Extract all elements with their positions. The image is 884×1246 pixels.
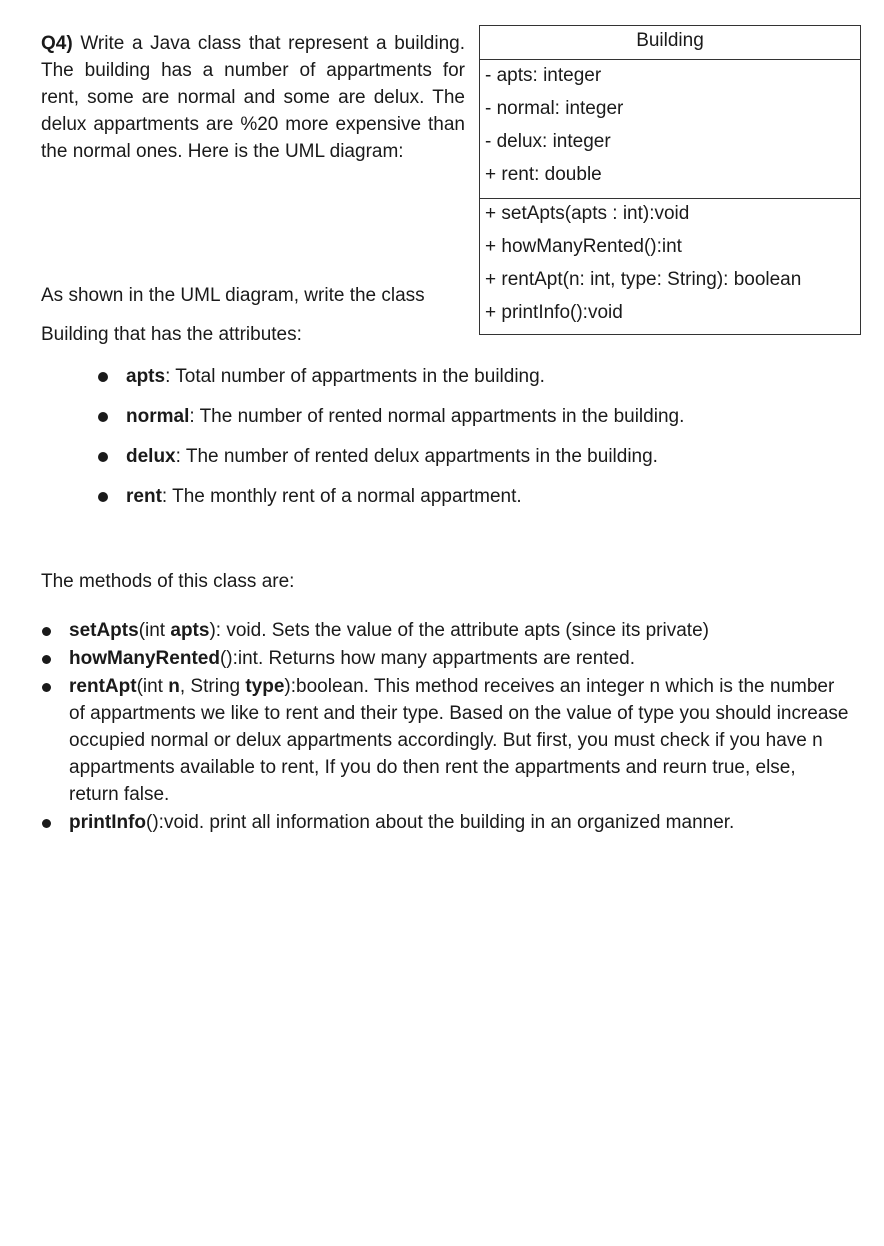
bullet-icon (42, 627, 51, 636)
uml-attribute: - apts: integer (485, 65, 602, 86)
uml-method: + printInfo():void (485, 302, 623, 323)
attribute-name: normal (126, 406, 190, 427)
list-item: setApts(int apts): void. Sets the value of the attribute apts (since its private) (69, 617, 849, 644)
uml-attribute: + rent: double (485, 164, 602, 185)
attribute-name: apts (126, 366, 166, 387)
question-label: Q4) (41, 33, 73, 54)
bullet-icon (98, 492, 108, 502)
uml-attribute: - delux: integer (485, 131, 611, 152)
bullet-icon (98, 372, 108, 382)
list-item (126, 357, 846, 397)
uml-method: + rentApt(n: int, type: String): boolean (485, 269, 802, 290)
bullet-icon (42, 655, 51, 664)
method-name: setApts (69, 620, 139, 641)
method-name: printInfo (69, 812, 147, 833)
bullet-icon (42, 683, 51, 692)
method-list (69, 617, 849, 837)
list-item (126, 437, 846, 477)
attribute-desc: : The number of rented delux appartments in the building. (175, 446, 658, 467)
question-text: Write a Java class that represent a building. The building has a number of appartments for rent, some are normal and some are delux. The delux appartments are %20 more expensive than the normal ones. Here is the UML diagram: (41, 33, 466, 162)
attribute-desc: : Total number of appartments in the building. (165, 366, 545, 387)
attributes-intro-line: Building that has the attributes: (41, 324, 302, 345)
uml-class-diagram (479, 25, 861, 335)
attribute-desc: : The monthly rent of a normal appartment. (161, 486, 522, 507)
list-item: howManyRented():int. Returns how many appartments are rented. (69, 645, 849, 672)
method-name: rentApt (69, 676, 137, 697)
uml-methods-section (480, 199, 860, 334)
bullet-icon (42, 819, 51, 828)
uml-method: + setApts(apts : int):void (485, 203, 690, 224)
uml-method: + howManyRented():int (485, 236, 682, 257)
method-name: howManyRented (69, 648, 220, 669)
list-item (126, 477, 846, 517)
methods-heading: The methods of this class are: (41, 571, 295, 592)
attribute-name: delux (126, 446, 176, 467)
attribute-desc: : The number of rented normal appartments in the building. (189, 406, 685, 427)
list-item: rentApt(int n, String type):boolean. This method receives an integer n which is the number of appartments we like to rent and their type. Based on the value of type you should increase occupied normal or delux appartments accordingly. But first, you must check if you have n appartments available to rent, If you do then rent the appartments and reurn true, else, return false. (69, 673, 849, 808)
attributes-intro (41, 276, 461, 354)
bullet-icon (98, 412, 108, 422)
attribute-list (126, 357, 846, 517)
attributes-intro-line: As shown in the UML diagram, write the class (41, 285, 425, 306)
uml-attributes-section (480, 60, 860, 199)
list-item: printInfo():void. print all information about the building in an organized manner. (69, 809, 849, 836)
attribute-name: rent (126, 486, 162, 507)
uml-attribute: - normal: integer (485, 98, 624, 119)
list-item (126, 397, 846, 437)
uml-class-name: Building (480, 26, 860, 60)
bullet-icon (98, 452, 108, 462)
question-intro (41, 30, 465, 165)
